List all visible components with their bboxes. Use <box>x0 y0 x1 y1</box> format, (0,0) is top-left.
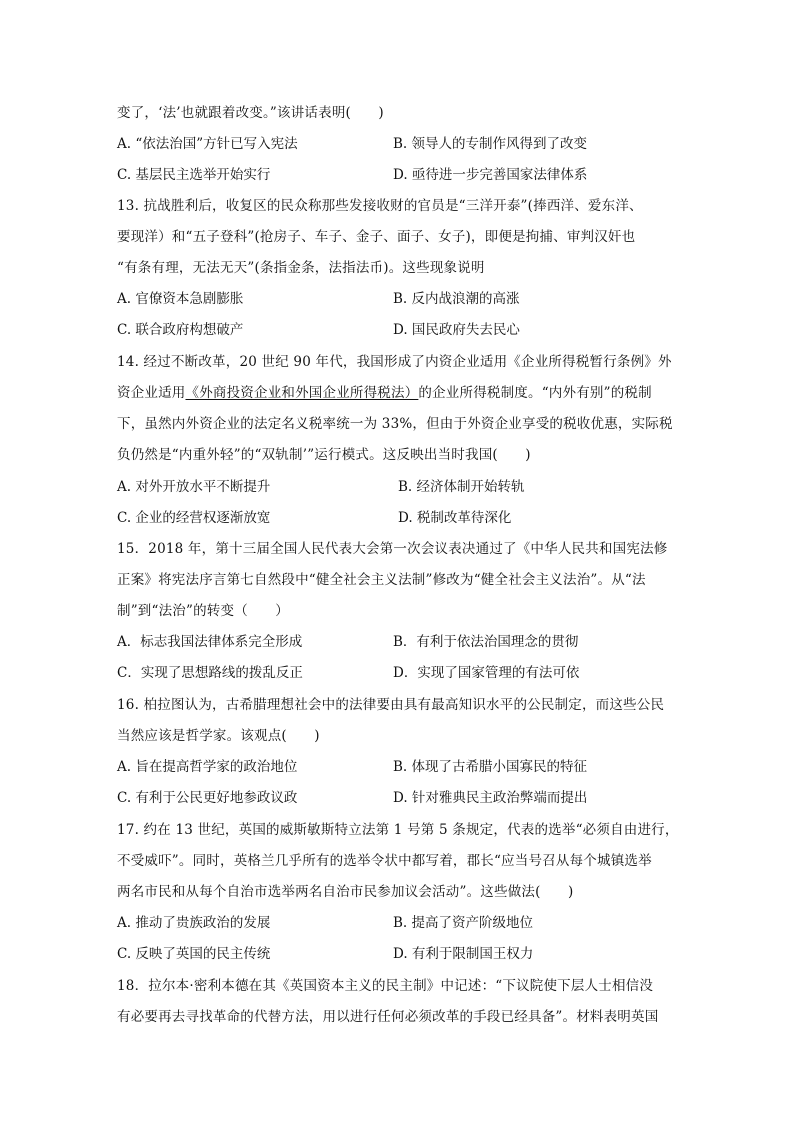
q17-option-c[interactable]: C. 反映了英国的民主传统 <box>117 946 271 962</box>
q16-option-b[interactable]: B. 体现了古希腊小国寡民的特征 <box>393 759 588 775</box>
q14-option-d[interactable]: D. 税制改革待深化 <box>398 510 512 526</box>
q15-stem-line2: 正案》将宪法序言第七自然段中“健全社会主义法制”修改为“健全社会主义法治”。从“法 <box>117 572 646 588</box>
q13-option-d[interactable]: D. 国民政府失去民心 <box>393 322 520 338</box>
q15-option-d[interactable]: D．实现了国家管理的有法可依 <box>393 665 580 681</box>
q13-option-c[interactable]: C. 联合政府构想破产 <box>117 322 244 338</box>
q14-stem-line1: 14. 经过不断改革，20 世纪 90 年代，我国形成了内资企业适用《企业所得税暂行条例》外 <box>117 354 672 370</box>
q16-stem-line1: 16. 柏拉图认为，古希腊理想社会中的法律要由具有最高知识水平的公民制定，而这些公民 <box>117 697 665 713</box>
q18-stem-line2: 有必要再去寻找革命的代替方法，用以进行任何必须改革的手段已经具备”。材料表明英国 <box>117 1009 659 1025</box>
q15-option-a[interactable]: A．标志我国法律体系完全形成 <box>117 634 303 650</box>
q14-option-a[interactable]: A. 对外开放水平不断提升 <box>117 479 271 495</box>
q14-stem-line2 <box>117 383 687 403</box>
q17-stem-line2: 不受威吓”。同时，英格兰几乎所有的选举令状中都写着，郡长“应当号召从每个城镇选举 <box>117 853 652 869</box>
q12-continuation: 变了，‘法’也就跟着改变。”该讲话表明( ) <box>117 105 384 121</box>
q14-stem-line3: 下，虽然内外资企业的法定名义税率统一为 33%，但由于外资企业享受的税收优惠，实际税 <box>117 416 673 432</box>
q18-stem-line1: 18．拉尔本·密利本德在其《英国资本主义的民主制》中记述：“下议院使下层人士相信没 <box>117 978 654 994</box>
q14-line2-start: 资企业适用 <box>117 385 186 401</box>
q14-line2-end: 的企业所得税制度。“内外有别”的税制 <box>418 385 652 401</box>
q16-option-d[interactable]: D. 针对雅典民主政治弊端而提出 <box>393 790 588 806</box>
q12-option-a[interactable]: A. “依法治国”方针已写入宪法 <box>117 136 298 152</box>
q17-stem-line1: 17. 约在 13 世纪，英国的威斯敏斯特立法第 1 号第 5 条规定，代表的选举“必须自由进行， <box>117 822 679 838</box>
q15-option-b[interactable]: B．有利于依法治国理念的贯彻 <box>393 634 579 650</box>
q12-option-d[interactable]: D. 亟待进一步完善国家法律体系 <box>393 167 588 183</box>
q14-option-c[interactable]: C. 企业的经营权逐渐放宽 <box>117 510 271 526</box>
q12-option-b[interactable]: B. 领导人的专制作风得到了改变 <box>393 136 588 152</box>
q17-stem-line3: 两名市民和从每个自治市选举两名自治市民参加议会活动”。这些做法( ) <box>117 884 574 900</box>
q17-option-d[interactable]: D. 有利于限制国王权力 <box>393 946 534 962</box>
q14-option-b[interactable]: B. 经济体制开始转轨 <box>398 479 525 495</box>
q17-option-b[interactable]: B. 提高了资产阶级地位 <box>393 915 534 931</box>
q15-stem-line3: 制”到“法治”的转变（ ） <box>117 603 290 619</box>
q16-option-c[interactable]: C. 有利于公民更好地参政议政 <box>117 790 298 806</box>
q13-option-b[interactable]: B. 反内战浪潮的高涨 <box>393 291 520 307</box>
q14-underlined-law-title: 《外商投资企业和外国企业所得税法） <box>185 385 419 401</box>
q13-stem-line1: 13. 抗战胜利后，收复区的民众称那些发接收财的官员是“三洋开泰”(捧西洋、爱东洋、 <box>117 198 643 214</box>
q17-option-a[interactable]: A. 推动了贵族政治的发展 <box>117 915 271 931</box>
q16-stem-line2: 当然应该是哲学家。该观点( ) <box>117 728 320 744</box>
q13-option-a[interactable]: A. 官僚资本急剧膨胀 <box>117 291 244 307</box>
q13-stem-line2: 要现洋）和“五子登科”(抢房子、车子、金子、面子、女子)，即便是拘捕、审判汉奸也 <box>117 229 636 245</box>
q15-option-c[interactable]: C．实现了思想路线的拨乱反正 <box>117 665 303 681</box>
q15-stem-line1: 15．2018 年，第十三届全国人民代表大会第一次会议表决通过了《中华人民共和国宪法修 <box>117 541 668 557</box>
q13-stem-line3: “有条有理，无法无天”(条指金条，法指法币)。这些现象说明 <box>117 260 485 276</box>
q16-option-a[interactable]: A. 旨在提高哲学家的政治地位 <box>117 759 298 775</box>
q14-stem-line4: 负仍然是“内重外轻”的“双轨制’”运行模式。这反映出当时我国( ) <box>117 447 531 463</box>
q12-option-c[interactable]: C. 基层民主选举开始实行 <box>117 167 271 183</box>
